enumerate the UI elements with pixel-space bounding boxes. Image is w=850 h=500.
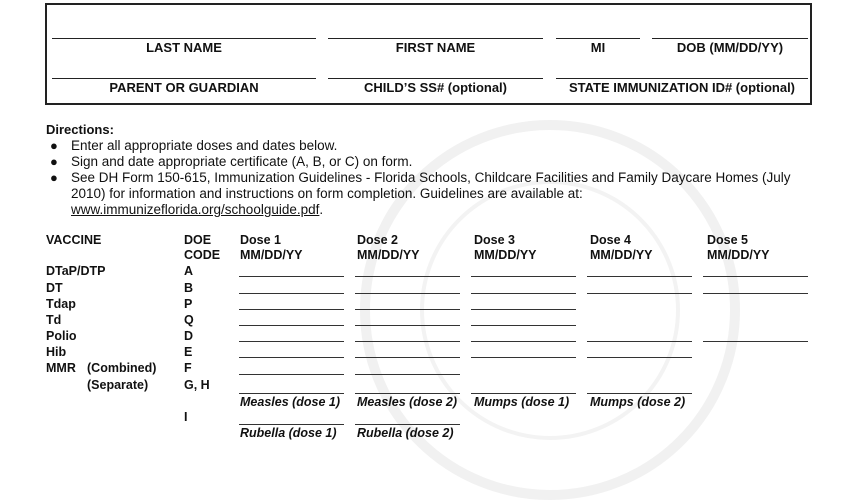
doe-code-d: D xyxy=(184,329,194,343)
doe-code-a: A xyxy=(184,264,194,278)
doe-code-header-line2: CODE xyxy=(184,248,221,262)
parent-guardian-field[interactable] xyxy=(52,78,316,79)
mumps-dose1-label: Mumps (dose 1) xyxy=(474,395,570,409)
measles-dose2-label: Measles (dose 2) xyxy=(357,395,458,409)
polio-dose5-field[interactable] xyxy=(703,341,808,342)
rubella-dose2-field[interactable] xyxy=(355,424,460,425)
dtap-dose3-field[interactable] xyxy=(471,276,576,277)
vaccine-name-tdap: Tdap xyxy=(46,297,76,311)
dob-label: DOB (MM/DD/YY) xyxy=(676,40,784,55)
tdap-dose1-field[interactable] xyxy=(239,309,344,310)
polio-dose4-field[interactable] xyxy=(587,341,692,342)
measles-dose2-field[interactable] xyxy=(355,393,460,394)
dose4-header: Dose 4 xyxy=(590,233,631,247)
hib-dose1-field[interactable] xyxy=(239,357,344,358)
dose2-format: MM/DD/YY xyxy=(357,248,420,262)
mumps-dose2-field[interactable] xyxy=(587,393,692,394)
last-name-label: LAST NAME xyxy=(146,40,222,55)
dob-field[interactable] xyxy=(652,38,808,39)
doe-code-q: Q xyxy=(184,313,194,327)
directions-title: Directions: xyxy=(46,122,114,137)
dt-dose2-field[interactable] xyxy=(355,293,460,294)
direction-text-2: Sign and date appropriate certificate (A, B, or C) on form. xyxy=(71,154,413,169)
dose5-header: Dose 5 xyxy=(707,233,748,247)
directions-list xyxy=(46,138,816,218)
rubella-dose2-label: Rubella (dose 2) xyxy=(357,426,454,440)
vaccine-name-polio: Polio xyxy=(46,329,77,343)
doe-code-f: F xyxy=(184,361,192,375)
state-immunization-id-label: STATE IMMUNIZATION ID# (optional) xyxy=(568,80,796,95)
guidelines-link[interactable]: www.immunizeflorida.org/schoolguide.pdf xyxy=(71,202,320,217)
direction-text-1: Enter all appropriate doses and dates below. xyxy=(71,138,338,153)
vaccine-name-dt: DT xyxy=(46,281,63,295)
polio-dose1-field[interactable] xyxy=(239,341,344,342)
dose3-format: MM/DD/YY xyxy=(474,248,537,262)
direction-item xyxy=(46,138,816,154)
td-dose2-field[interactable] xyxy=(355,325,460,326)
rubella-dose1-label: Rubella (dose 1) xyxy=(240,426,337,440)
direction-item xyxy=(46,154,816,170)
dtap-dose1-field[interactable] xyxy=(239,276,344,277)
bullet-icon: ● xyxy=(50,154,58,169)
tdap-dose2-field[interactable] xyxy=(355,309,460,310)
mmr-separate-label: (Separate) xyxy=(87,378,149,392)
polio-dose2-field[interactable] xyxy=(355,341,460,342)
td-dose3-field[interactable] xyxy=(471,325,576,326)
dt-dose1-field[interactable] xyxy=(239,293,344,294)
mumps-dose2-label: Mumps (dose 2) xyxy=(590,395,686,409)
bullet-icon: ● xyxy=(50,170,58,185)
state-immunization-id-field[interactable] xyxy=(556,78,808,79)
bullet-icon: ● xyxy=(50,138,58,153)
measles-dose1-field[interactable] xyxy=(239,393,344,394)
mmr-dose2-field[interactable] xyxy=(355,374,460,375)
doe-code-p: P xyxy=(184,297,193,311)
mumps-dose1-field[interactable] xyxy=(471,393,576,394)
first-name-label: FIRST NAME xyxy=(395,40,476,55)
direction-item xyxy=(46,170,816,218)
doe-code-e: E xyxy=(184,345,193,359)
dose4-format: MM/DD/YY xyxy=(590,248,653,262)
tdap-dose3-field[interactable] xyxy=(471,309,576,310)
vaccine-name-mmr: MMR xyxy=(46,361,76,375)
vaccine-name-td: Td xyxy=(46,313,62,327)
dose2-header: Dose 2 xyxy=(357,233,398,247)
first-name-field[interactable] xyxy=(328,38,543,39)
direction-text-3-end: . xyxy=(319,202,324,217)
dose3-header: Dose 3 xyxy=(474,233,515,247)
direction-text-3: See DH Form 150-615, Immunization Guidelines - Florida Schools, Childcare Facilities and Family Daycare Homes (July 2010) for information and instructions on form completion. Guidelines are available at: xyxy=(71,170,791,201)
polio-dose3-field[interactable] xyxy=(471,341,576,342)
dtap-dose5-field[interactable] xyxy=(703,276,808,277)
child-ss-label: CHILD’S SS# (optional) xyxy=(364,80,507,95)
mmr-combined-label: (Combined) xyxy=(87,361,157,375)
doe-code-gh: G, H xyxy=(184,378,210,392)
hib-dose2-field[interactable] xyxy=(355,357,460,358)
dtap-dose4-field[interactable] xyxy=(587,276,692,277)
doe-code-i: I xyxy=(184,410,188,424)
dt-dose5-field[interactable] xyxy=(703,293,808,294)
child-ss-field[interactable] xyxy=(328,78,543,79)
dtap-dose2-field[interactable] xyxy=(355,276,460,277)
last-name-field[interactable] xyxy=(52,38,316,39)
doe-code-header-line1: DOE xyxy=(184,233,212,247)
dose5-format: MM/DD/YY xyxy=(707,248,770,262)
vaccine-name-dtap: DTaP/DTP xyxy=(46,264,106,278)
vaccine-name-hib: Hib xyxy=(46,345,67,359)
mi-field[interactable] xyxy=(556,38,640,39)
parent-guardian-label: PARENT OR GUARDIAN xyxy=(109,80,259,95)
doe-code-b: B xyxy=(184,281,194,295)
td-dose1-field[interactable] xyxy=(239,325,344,326)
vaccine-header: VACCINE xyxy=(46,233,102,247)
dt-dose4-field[interactable] xyxy=(587,293,692,294)
hib-dose3-field[interactable] xyxy=(471,357,576,358)
dose1-header: Dose 1 xyxy=(240,233,281,247)
rubella-dose1-field[interactable] xyxy=(239,424,344,425)
dose1-format: MM/DD/YY xyxy=(240,248,303,262)
mi-label: MI xyxy=(590,40,606,55)
dt-dose3-field[interactable] xyxy=(471,293,576,294)
measles-dose1-label: Measles (dose 1) xyxy=(240,395,341,409)
mmr-dose1-field[interactable] xyxy=(239,374,344,375)
hib-dose4-field[interactable] xyxy=(587,357,692,358)
